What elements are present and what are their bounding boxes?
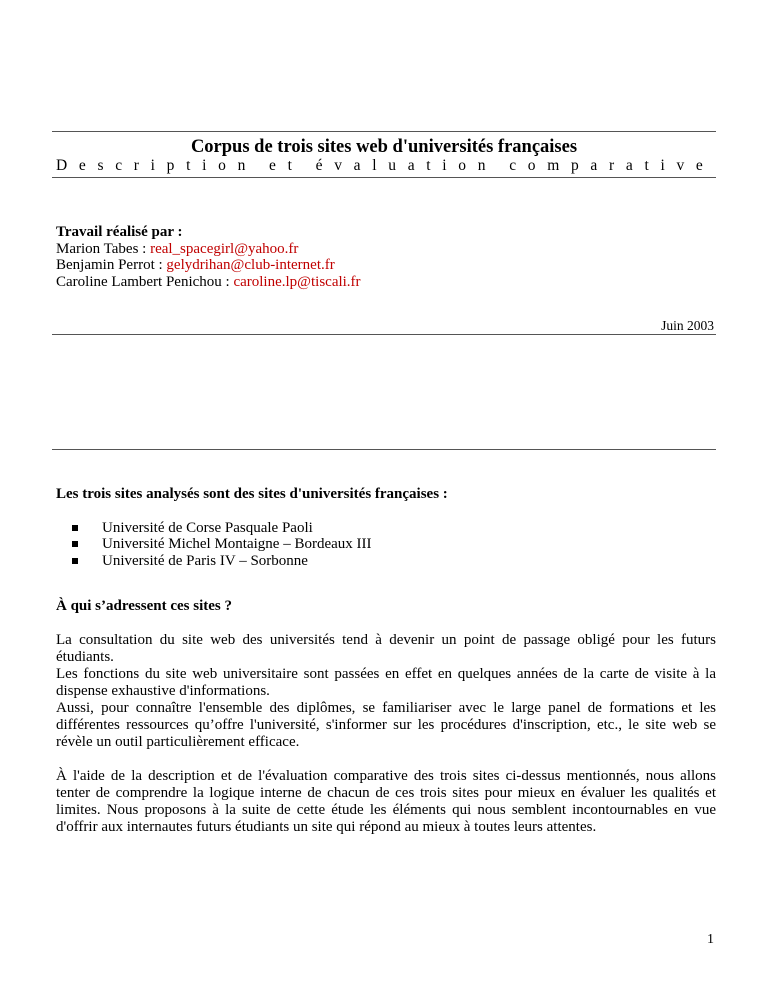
section-divider-rule bbox=[52, 449, 716, 450]
audience-paragraph: La consultation du site web des universités tend à devenir un point de passage obligé pour les futurs étudiants. bbox=[56, 631, 716, 665]
square-bullet-icon bbox=[72, 525, 78, 531]
audience-paragraph: À l'aide de la description et de l'évaluation comparative des trois sites ci-dessus mentionnés, nous allons tenter de comprendre la logique interne de chacun de ces trois sites pour mieux en évaluer les qualités et limites. Nous proposons à la suite de cette étude les éléments qui nous semblent incontournables en vue d'offrir aux internautes futurs étudiants un site qui répond au mieux à toutes leurs attentes. bbox=[56, 767, 716, 835]
list-item-label: Université de Paris IV – Sorbonne bbox=[102, 552, 308, 569]
sites-heading: Les trois sites analysés sont des sites d'universités françaises : bbox=[56, 486, 448, 502]
author-line bbox=[56, 241, 361, 258]
list-item bbox=[56, 520, 716, 537]
subtitle-word: comparative bbox=[509, 157, 715, 174]
authors-block bbox=[56, 224, 361, 290]
author-name: Marion Tabes : bbox=[56, 240, 151, 257]
author-email-link[interactable]: real_spacegirl@yahoo.fr bbox=[150, 240, 299, 257]
list-item-label: Université de Corse Pasquale Paoli bbox=[102, 519, 313, 536]
list-item bbox=[56, 553, 716, 570]
author-name: Caroline Lambert Penichou : bbox=[56, 273, 234, 290]
list-item-label: Université Michel Montaigne – Bordeaux III bbox=[102, 536, 372, 552]
list-item bbox=[56, 536, 716, 553]
square-bullet-icon bbox=[72, 558, 78, 564]
author-email-link[interactable]: gelydrihan@club-internet.fr bbox=[166, 257, 335, 273]
author-name: Benjamin Perrot : bbox=[56, 257, 167, 273]
sites-list bbox=[56, 520, 716, 570]
square-bullet-icon bbox=[72, 541, 78, 547]
audience-section bbox=[56, 598, 716, 836]
date-rule bbox=[52, 334, 716, 335]
author-line bbox=[56, 274, 361, 291]
audience-heading: À qui s’adressent ces sites ? bbox=[56, 598, 232, 614]
author-email-link[interactable]: caroline.lp@tiscali.fr bbox=[233, 273, 361, 290]
page-title: Corpus de trois sites web d'universités françaises bbox=[190, 137, 578, 157]
title-bottom-rule bbox=[52, 177, 716, 178]
subtitle-word: évaluation bbox=[315, 157, 498, 174]
subtitle-word: et bbox=[269, 157, 304, 174]
authors-heading: Travail réalisé par : bbox=[56, 224, 183, 240]
title-top-rule bbox=[52, 131, 716, 132]
audience-paragraph: Les fonctions du site web universitaire sont passées en effet en quelques années de la carte de visite à la dispense exhaustive d'informations. bbox=[56, 665, 716, 699]
sites-section bbox=[56, 486, 716, 569]
document-date: Juin 2003 bbox=[661, 318, 714, 333]
audience-paragraph: Aussi, pour connaître l'ensemble des diplômes, se familiariser avec le large panel de formations et les différentes ressources qu’offre l'université, s'informer sur les procédures d'inscription, etc., le site web se révèle un outil particulièrement efficace. bbox=[56, 699, 716, 750]
author-line bbox=[56, 257, 361, 274]
page-number: 1 bbox=[707, 932, 714, 947]
subtitle-word: Description bbox=[56, 157, 258, 174]
page-subtitle bbox=[56, 156, 716, 176]
